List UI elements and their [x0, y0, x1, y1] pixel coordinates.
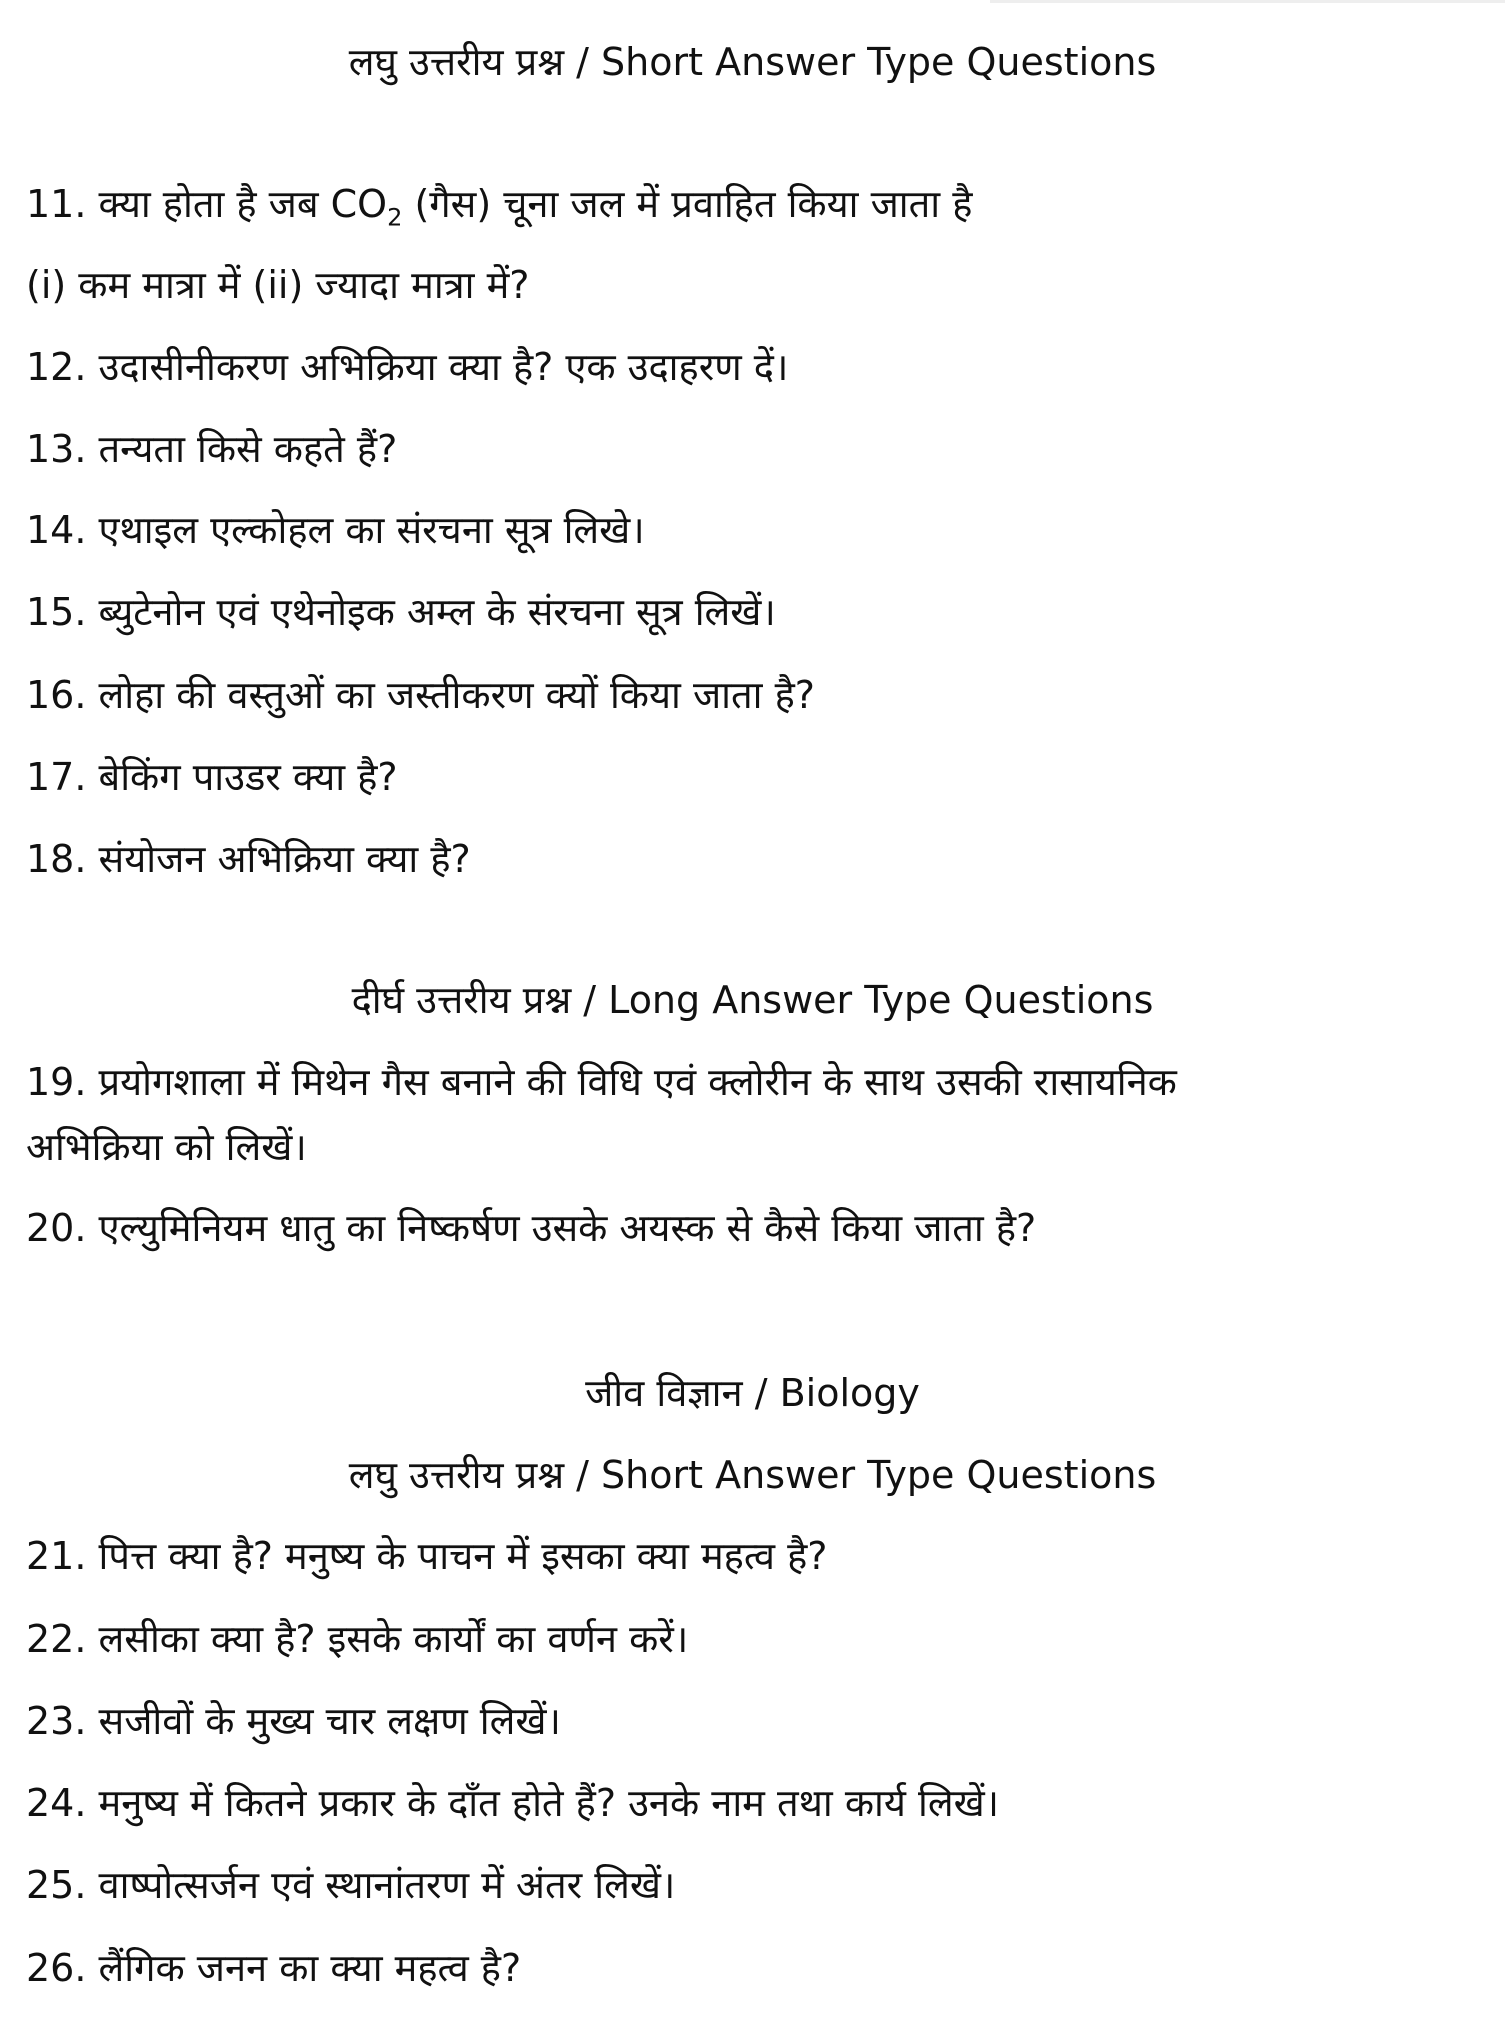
- long-answer-heading: दीर्घ उत्तरीय प्रश्न / Long Answer Type Questions: [351, 978, 1154, 1022]
- question-21: 21. पित्त क्या है? मनुष्य के पाचन में इसका क्या महत्व है?: [26, 1534, 828, 1578]
- question-22: 22. लसीका क्या है? इसके कार्यों का वर्णन करें।: [26, 1617, 689, 1661]
- question-26: 26. लैंगिक जनन का क्या महत्व है?: [26, 1946, 522, 1990]
- chemistry-short-heading: लघु उत्तरीय प्रश्न / Short Answer Type Questions: [348, 40, 1157, 84]
- question-24: 24. मनुष्य में कितने प्रकार के दाँत होते हैं? उनके नाम तथा कार्य लिखें।: [26, 1781, 1000, 1825]
- question-19: 19. प्रयोगशाला में मिथेन गैस बनाने की विधि एवं क्लोरीन के साथ उसकी रासायनिक: [26, 1060, 1177, 1104]
- question-20: 20. एल्युमिनियम धातु का निष्कर्षण उसके अयस्क से कैसे किया जाता है?: [26, 1206, 1037, 1250]
- question-13: 13. तन्यता किसे कहते हैं?: [26, 427, 398, 471]
- question-18: 18. संयोजन अभिक्रिया क्या है?: [26, 837, 471, 881]
- question-16: 16. लोहा की वस्तुओं का जस्तीकरण क्यों किया जाता है?: [26, 673, 815, 717]
- q11-text: 11. क्या होता है जब CO: [26, 182, 388, 226]
- question-23: 23. सजीवों के मुख्य चार लक्षण लिखें।: [26, 1699, 561, 1743]
- biology-short-heading: लघु उत्तरीय प्रश्न / Short Answer Type Questions: [348, 1453, 1157, 1497]
- question-15: 15. ब्युटेनोन एवं एथेनोइक अम्ल के संरचना सूत्र लिखें।: [26, 590, 776, 634]
- biology-heading: जीव विज्ञान / Biology: [585, 1371, 920, 1415]
- question-11: [26, 179, 972, 243]
- question-14: 14. एथाइल एल्कोहल का संरचना सूत्र लिखे।: [26, 508, 645, 552]
- question-11-options: (i) कम मात्रा में (ii) ज्यादा मात्रा में?: [26, 263, 530, 307]
- q11-subscript: 2: [387, 203, 403, 232]
- q11-text-rest: (गैस) चूना जल में प्रवाहित किया जाता है: [402, 182, 973, 226]
- question-25: 25. वाष्पोत्सर्जन एवं स्थानांतरण में अंतर लिखें।: [26, 1863, 676, 1907]
- question-12: 12. उदासीनीकरण अभिक्रिया क्या है? एक उदाहरण दें।: [26, 345, 789, 389]
- question-17: 17. बेकिंग पाउडर क्या है?: [26, 755, 398, 799]
- page-edge: [990, 0, 1505, 3]
- question-19-continued: अभिक्रिया को लिखें।: [26, 1125, 307, 1169]
